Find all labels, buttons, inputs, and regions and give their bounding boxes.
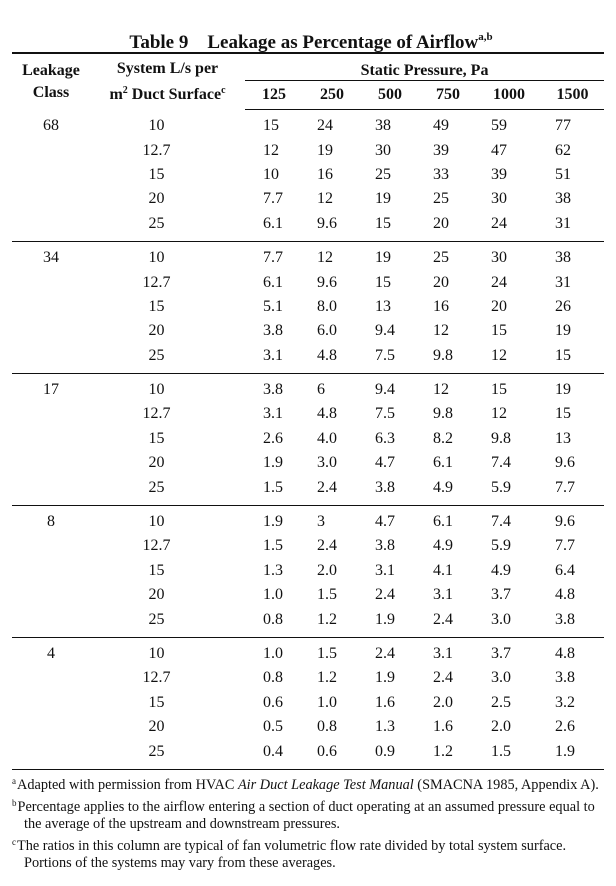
leakage-value-cell: 3.7: [491, 586, 511, 604]
leakage-value-cell: 7.4: [491, 454, 511, 472]
pressure-header-500: 500: [361, 81, 419, 110]
system-ratio-cell: 20: [148, 322, 165, 340]
leakage-value-cell: 2.4: [361, 637, 419, 666]
leakage-class-header: [12, 54, 90, 110]
leakage-value-cell: 6.1: [263, 214, 283, 232]
leakage-value-cell: 7.7: [555, 537, 575, 555]
pressure-header-1500: 1500: [541, 81, 604, 110]
leakage-value-cell: 15: [555, 405, 571, 423]
leakage-value-cell: 6.1: [433, 454, 453, 472]
leakage-class-cell: [12, 212, 90, 242]
leakage-value-cell: 4.8: [555, 586, 575, 604]
footnote-c-text: The ratios in this column are typical of fan volumetric flow rate divided by total system surface. Portions of the systems may vary from these averages.: [17, 837, 567, 871]
leakage-value-cell: 1.5: [263, 478, 283, 496]
table-row: [12, 715, 604, 739]
leakage-value-cell: 19: [375, 190, 391, 208]
leakage-value-cell: 3.8: [555, 610, 575, 628]
table-row: [12, 344, 604, 374]
leakage-value-cell: 31: [555, 273, 571, 291]
leakage-value-cell: 1.2: [317, 669, 337, 687]
leakage-value-cell: 4.8: [317, 405, 337, 423]
table-title-text: Table 9 Leakage as Percentage of Airflow: [129, 32, 479, 53]
leakage-value-cell: 3.1: [263, 405, 283, 423]
leakage-class-header-line1: Leakage: [22, 61, 80, 79]
leakage-value-cell: 39: [433, 141, 449, 159]
footnote-c-mark: c: [12, 836, 16, 847]
leakage-value-cell: 47: [491, 141, 507, 159]
table-row: [12, 212, 604, 242]
system-unit-suffix: Duct Surface: [127, 85, 222, 103]
leakage-value-cell: 0.4: [263, 742, 283, 760]
leakage-value-cell: 2.4: [317, 537, 337, 555]
leakage-value-cell: 3: [303, 505, 361, 534]
leakage-value-cell: 0.8: [263, 610, 283, 628]
leakage-value-cell: 12: [433, 322, 449, 340]
leakage-value-cell: 4.9: [491, 561, 511, 579]
table-row: [12, 559, 604, 583]
leakage-value-cell: 19: [361, 241, 419, 270]
leakage-value-cell: 1.0: [317, 693, 337, 711]
leakage-value-cell: 20: [491, 297, 507, 315]
leakage-value-cell: 4.9: [433, 537, 453, 555]
leakage-value-cell: 1.6: [375, 693, 395, 711]
leakage-value-cell: 15: [491, 322, 507, 340]
leakage-class-cell: [12, 295, 90, 319]
leakage-value-cell: 3.1: [419, 637, 477, 666]
leakage-value-cell: 6.3: [375, 429, 395, 447]
leakage-value-cell: 9.6: [317, 214, 337, 232]
leakage-value-cell: 24: [491, 273, 507, 291]
leakage-value-cell: 12: [419, 373, 477, 402]
leakage-value-cell: 9.4: [375, 322, 395, 340]
leakage-class-cell: [12, 319, 90, 343]
leakage-value-cell: 2.4: [317, 478, 337, 496]
leakage-value-cell: 9.8: [433, 405, 453, 423]
table-title: [18, 22, 604, 52]
leakage-value-cell: 59: [491, 117, 507, 135]
table-row: [12, 373, 604, 402]
table-row: [12, 110, 604, 139]
leakage-value-cell: 3.8: [375, 478, 395, 496]
leakage-value-cell: 3.8: [375, 537, 395, 555]
system-ratio-cell: 12.7: [142, 405, 171, 423]
table-row: [12, 138, 604, 162]
leakage-value-cell: 9.6: [555, 454, 575, 472]
leakage-class-cell: 4: [12, 637, 90, 666]
leakage-class-cell: [12, 583, 90, 607]
leakage-value-cell: 1.9: [375, 610, 395, 628]
leakage-class-group: [12, 373, 604, 505]
leakage-value-cell: 1.5: [263, 537, 283, 555]
leakage-value-cell: 4.7: [361, 505, 419, 534]
footnote-a-text-end: (SMACNA 1985, Appendix A).: [413, 776, 599, 793]
leakage-value-cell: 3.7: [477, 637, 541, 666]
leakage-class-group: [12, 110, 604, 242]
leakage-value-cell: 3.8: [245, 373, 303, 402]
leakage-value-cell: 1.5: [317, 586, 337, 604]
leakage-value-cell: 0.5: [263, 718, 283, 736]
leakage-value-cell: 0.6: [317, 742, 337, 760]
footnote-c: [12, 834, 604, 872]
leakage-value-cell: 1.3: [263, 561, 283, 579]
leakage-value-cell: 1.9: [263, 454, 283, 472]
leakage-value-cell: 2.4: [433, 610, 453, 628]
system-ratio-cell: 25: [148, 346, 165, 364]
system-footnote-mark: c: [221, 84, 226, 96]
table-row: [12, 637, 604, 666]
system-ratio-cell: 25: [148, 610, 165, 628]
leakage-value-cell: 4.7: [375, 454, 395, 472]
leakage-class-cell: 17: [12, 373, 90, 402]
leakage-value-cell: 4.0: [317, 429, 337, 447]
table-row: [12, 475, 604, 505]
system-ratio-header-line2: [90, 80, 245, 106]
leakage-value-cell: 24: [317, 117, 333, 135]
system-ratio-cell: 20: [148, 718, 165, 736]
leakage-value-cell: 1.0: [263, 586, 283, 604]
leakage-value-cell: 2.5: [491, 693, 511, 711]
leakage-value-cell: 2.4: [433, 669, 453, 687]
system-unit-exponent: 2: [122, 84, 128, 96]
leakage-value-cell: 2.0: [491, 718, 511, 736]
leakage-value-cell: 20: [433, 214, 449, 232]
system-ratio-cell: 12.7: [142, 273, 171, 291]
leakage-class-cell: [12, 666, 90, 690]
leakage-value-cell: 5.9: [491, 478, 511, 496]
leakage-value-cell: 3.1: [263, 346, 283, 364]
table-row: [12, 319, 604, 343]
leakage-value-cell: 51: [555, 165, 571, 183]
leakage-value-cell: 33: [433, 165, 449, 183]
leakage-value-cell: 6: [303, 373, 361, 402]
leakage-class-cell: [12, 138, 90, 162]
footnote-a: [12, 773, 604, 794]
leakage-value-cell: 2.0: [317, 561, 337, 579]
leakage-value-cell: 1.9: [375, 669, 395, 687]
leakage-value-cell: 39: [491, 165, 507, 183]
footnote-a-mark: a: [12, 775, 16, 786]
leakage-value-cell: 0.6: [263, 693, 283, 711]
leakage-value-cell: 4.8: [541, 637, 604, 666]
system-ratio-cell: 20: [148, 454, 165, 472]
leakage-value-cell: 62: [555, 141, 571, 159]
leakage-value-cell: 1.9: [555, 742, 575, 760]
table-row: [12, 270, 604, 294]
leakage-value-cell: 38: [555, 190, 571, 208]
leakage-value-cell: 16: [433, 297, 449, 315]
leakage-value-cell: 9.4: [361, 373, 419, 402]
leakage-value-cell: 15: [375, 214, 391, 232]
leakage-value-cell: 3.2: [555, 693, 575, 711]
leakage-value-cell: 19: [541, 373, 604, 402]
leakage-value-cell: 0.9: [375, 742, 395, 760]
table-row: [12, 691, 604, 715]
leakage-value-cell: 3.1: [375, 561, 395, 579]
system-ratio-header: [90, 54, 245, 110]
leakage-value-cell: 19: [555, 322, 571, 340]
leakage-value-cell: 15: [477, 373, 541, 402]
leakage-value-cell: 5.9: [491, 537, 511, 555]
leakage-class-cell: 34: [12, 241, 90, 270]
table-row: [12, 607, 604, 637]
leakage-value-cell: 3.0: [491, 669, 511, 687]
table-page: [12, 22, 604, 873]
system-ratio-cell: 15: [148, 297, 165, 315]
leakage-class-group: [12, 505, 604, 637]
system-unit-m: m: [109, 85, 123, 103]
table-row: [12, 583, 604, 607]
table-row: [12, 163, 604, 187]
leakage-value-cell: 3.0: [317, 454, 337, 472]
leakage-value-cell: 7.4: [477, 505, 541, 534]
leakage-value-cell: 8.2: [433, 429, 453, 447]
leakage-value-cell: 6.1: [263, 273, 283, 291]
table-header: [12, 54, 604, 110]
leakage-value-cell: 10: [263, 165, 279, 183]
leakage-value-cell: 9.8: [491, 429, 511, 447]
system-ratio-cell: 20: [148, 190, 165, 208]
leakage-value-cell: 30: [491, 190, 507, 208]
leakage-value-cell: 6.4: [555, 561, 575, 579]
table-row: [12, 187, 604, 211]
leakage-value-cell: 16: [317, 165, 333, 183]
leakage-value-cell: 24: [491, 214, 507, 232]
system-ratio-cell: 10: [90, 241, 245, 270]
system-ratio-cell: 12.7: [142, 669, 171, 687]
leakage-value-cell: 77: [555, 117, 571, 135]
leakage-value-cell: 9.8: [433, 346, 453, 364]
leakage-value-cell: 15: [555, 346, 571, 364]
leakage-value-cell: 49: [433, 117, 449, 135]
footnote-b-text: Percentage applies to the airflow entering a section of duct operating at an assumed pressure equal to the average of the upstream and downstream pressures.: [17, 798, 595, 832]
table-row: [12, 241, 604, 270]
footnote-a-italic-title: Air Duct Leakage Test Manual: [237, 776, 414, 793]
leakage-value-cell: 1.2: [433, 742, 453, 760]
leakage-value-cell: 7.7: [245, 241, 303, 270]
leakage-value-cell: 7.7: [263, 190, 283, 208]
leakage-value-cell: 4.8: [317, 346, 337, 364]
leakage-value-cell: 12: [317, 190, 333, 208]
system-ratio-cell: 15: [148, 693, 165, 711]
system-ratio-cell: 10: [90, 505, 245, 534]
leakage-value-cell: 1.3: [375, 718, 395, 736]
leakage-value-cell: 25: [433, 190, 449, 208]
leakage-class-cell: [12, 691, 90, 715]
leakage-value-cell: 13: [555, 429, 571, 447]
leakage-class-cell: 68: [43, 116, 59, 134]
leakage-class-cell: [12, 427, 90, 451]
leakage-value-cell: 1.9: [245, 505, 303, 534]
pressure-header-750: 750: [419, 81, 477, 110]
system-ratio-cell: 10: [90, 373, 245, 402]
leakage-class-cell: [12, 402, 90, 426]
leakage-value-cell: 3.1: [433, 586, 453, 604]
leakage-class-group: [12, 241, 604, 373]
leakage-value-cell: 38: [375, 117, 391, 135]
leakage-value-cell: 25: [375, 165, 391, 183]
leakage-value-cell: 3.8: [555, 669, 575, 687]
leakage-value-cell: 7.5: [375, 405, 395, 423]
leakage-value-cell: 30: [477, 241, 541, 270]
footnotes: [12, 769, 604, 872]
table-row: [12, 505, 604, 534]
leakage-value-cell: 7.5: [375, 346, 395, 364]
leakage-value-cell: 12: [491, 405, 507, 423]
leakage-value-cell: 1.6: [433, 718, 453, 736]
leakage-value-cell: 9.6: [541, 505, 604, 534]
leakage-value-cell: 3.8: [263, 322, 283, 340]
system-ratio-header-line1: System L/s per: [116, 59, 219, 77]
leakage-class-cell: 8: [12, 505, 90, 534]
footnote-b: [12, 795, 604, 833]
leakage-value-cell: 30: [375, 141, 391, 159]
system-ratio-cell: 10: [90, 637, 245, 666]
system-ratio-cell: 12.7: [142, 537, 171, 555]
leakage-value-cell: 12: [491, 346, 507, 364]
static-pressure-header: Static Pressure, Pa: [245, 54, 604, 81]
table-row: [12, 295, 604, 319]
footnote-b-mark: b: [12, 797, 17, 808]
leakage-value-cell: 3.0: [491, 610, 511, 628]
leakage-value-cell: 1.5: [303, 637, 361, 666]
pressure-header-250: 250: [303, 81, 361, 110]
table-title-footnote-marks: a,b: [478, 31, 493, 43]
leakage-class-cell: [12, 187, 90, 211]
leakage-value-cell: 15: [375, 273, 391, 291]
system-ratio-cell: 15: [148, 429, 165, 447]
system-ratio-cell: 25: [148, 742, 165, 760]
leakage-value-cell: 2.0: [433, 693, 453, 711]
leakage-value-cell: 20: [433, 273, 449, 291]
footnote-a-text: Adapted with permission from HVAC: [17, 776, 238, 793]
leakage-value-cell: 19: [317, 141, 333, 159]
leakage-value-cell: 12: [263, 141, 279, 159]
leakage-value-cell: 0.8: [263, 669, 283, 687]
table-row: [12, 534, 604, 558]
leakage-value-cell: 9.6: [317, 273, 337, 291]
leakage-value-cell: 8.0: [317, 297, 337, 315]
leakage-value-cell: 31: [555, 214, 571, 232]
leakage-class-cell: [12, 607, 90, 637]
leakage-class-cell: [12, 715, 90, 739]
system-ratio-cell: 15: [148, 561, 165, 579]
leakage-class-header-line2: Class: [32, 83, 70, 101]
table-row: [12, 666, 604, 690]
table-row: [12, 739, 604, 768]
table-row: [12, 427, 604, 451]
leakage-class-cell: [12, 270, 90, 294]
leakage-value-cell: 2.6: [263, 429, 283, 447]
leakage-class-cell: [12, 559, 90, 583]
leakage-value-cell: 4.9: [433, 478, 453, 496]
leakage-value-cell: 2.6: [555, 718, 575, 736]
leakage-value-cell: 7.7: [555, 478, 575, 496]
leakage-value-cell: 6.1: [419, 505, 477, 534]
leakage-value-cell: 6.0: [317, 322, 337, 340]
system-ratio-cell: 25: [148, 478, 165, 496]
leakage-value-cell: 1.2: [317, 610, 337, 628]
leakage-value-cell: 12: [303, 241, 361, 270]
table-row: [12, 451, 604, 475]
leakage-class-cell: [12, 534, 90, 558]
leakage-value-cell: 4.1: [433, 561, 453, 579]
leakage-value-cell: 0.8: [317, 718, 337, 736]
system-ratio-cell: 20: [148, 586, 165, 604]
leakage-value-cell: 26: [555, 297, 571, 315]
leakage-value-cell: 15: [263, 117, 279, 135]
leakage-value-cell: 1.0: [245, 637, 303, 666]
leakage-value-cell: 13: [375, 297, 391, 315]
leakage-class-cell: [12, 739, 90, 768]
leakage-class-cell: [12, 475, 90, 505]
leakage-class-cell: [12, 344, 90, 374]
leakage-value-cell: 1.5: [491, 742, 511, 760]
leakage-table: [12, 54, 604, 769]
leakage-class-cell: [12, 163, 90, 187]
system-ratio-cell: 10: [148, 116, 165, 134]
table-row: [12, 402, 604, 426]
leakage-class-cell: [12, 451, 90, 475]
leakage-value-cell: 2.4: [375, 586, 395, 604]
leakage-value-cell: 5.1: [263, 297, 283, 315]
leakage-value-cell: 25: [419, 241, 477, 270]
leakage-value-cell: 38: [541, 241, 604, 270]
pressure-header-1000: 1000: [477, 81, 541, 110]
system-ratio-cell: 15: [148, 165, 165, 183]
pressure-header-125: 125: [245, 81, 303, 110]
system-ratio-cell: 12.7: [142, 141, 171, 159]
system-ratio-cell: 25: [148, 214, 165, 232]
leakage-class-group: [12, 637, 604, 768]
